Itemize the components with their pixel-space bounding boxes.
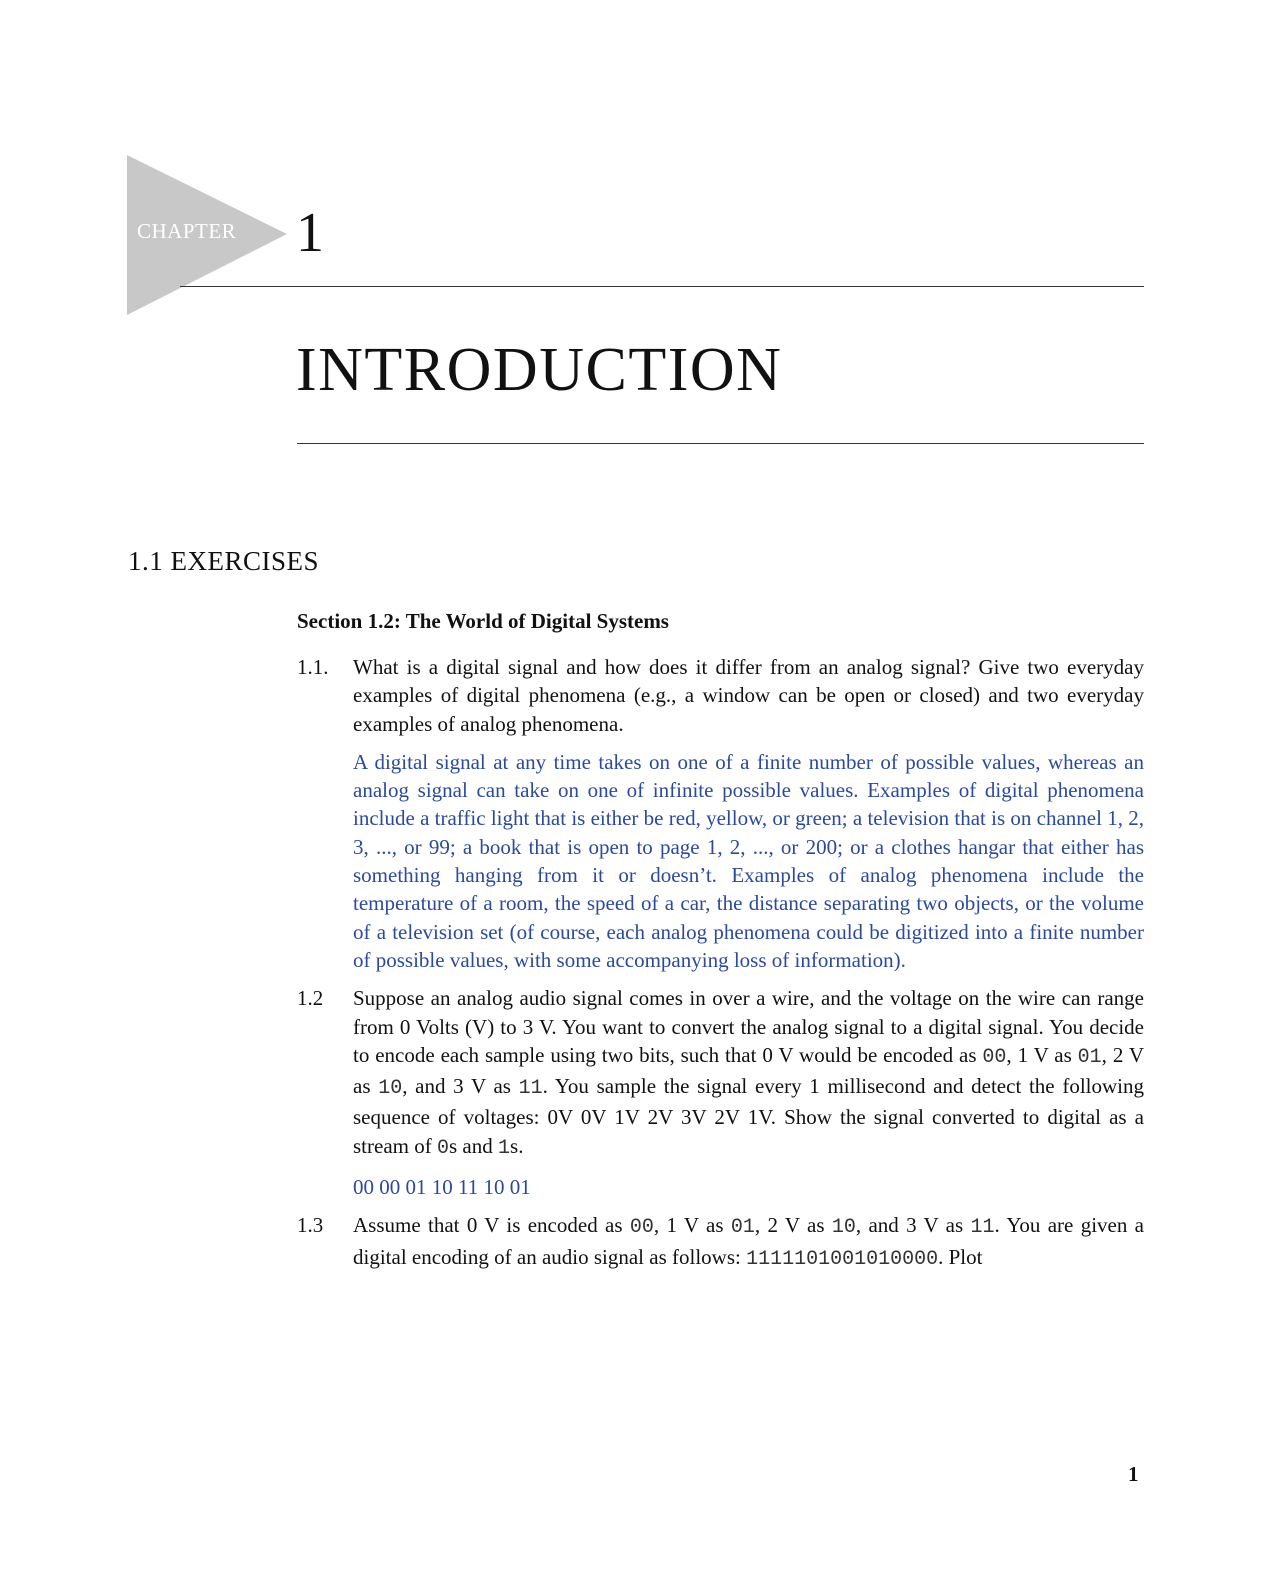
chapter-rule-bottom <box>297 443 1144 444</box>
code-value: 1111101001010000 <box>746 1247 939 1271</box>
code-value: 10 <box>378 1077 403 1101</box>
exercise-question: What is a digital signal and how does it differ from an analog signal? Give two everyday examples of digital phenomena (e.g., a window can be open or closed) and two everyday examples of analog phenomena. <box>353 655 1144 736</box>
question-text: , and 3 V as <box>855 1213 971 1238</box>
code-value: 10 <box>831 1216 856 1240</box>
code-value: 0 <box>436 1136 449 1160</box>
question-text: , 2 V as <box>353 1042 1144 1099</box>
code-value: 00 <box>982 1045 1007 1069</box>
exercise-answer: 00 00 01 10 11 10 01 <box>353 1175 531 1200</box>
question-text: s and <box>449 1133 498 1158</box>
section-heading: 1.1 EXERCISES <box>128 546 320 576</box>
exercise-question <box>353 1211 1144 1274</box>
question-text: , 1 V as <box>1006 1042 1078 1067</box>
exercise-number: 1.1. <box>297 655 329 679</box>
exercise-1-1 <box>297 653 1144 974</box>
chapter-rule-top <box>180 286 1144 287</box>
question-text: . You sample the signal every 1 millisecond and detect the following sequence of voltages: 0V 0V 1V 2V 3V 2V 1V. Show the signal converted to digital as a stream of <box>353 1074 1144 1158</box>
exercise-answer: A digital signal at any time takes on one of a finite number of possible values, whereas an analog signal can take on one of infinite possible values. Examples of digital phenomena include a traffic light that is either be red, yellow, or green; a television that is on channel 1, 2, 3, ..., or 99; a book that is open to page 1, 2, ..., or 200; or a clothes hangar that either has something hanging from it or doesn’t. Examples of analog phenomena include the temperature of a room, the speed of a car, the distance separating two objects, or the volume of a television set (of course, each analog phenomena could be digitized into a finite number of possible values, with some accompanying loss of information). <box>353 749 1144 972</box>
code-value: 11 <box>518 1077 543 1101</box>
code-value: 00 <box>629 1216 654 1240</box>
exercise-list <box>297 653 1144 1284</box>
question-text: Assume that 0 V is encoded as <box>353 1213 630 1238</box>
exercise-number: 1.2 <box>297 986 324 1011</box>
exercise-1-2 <box>297 984 1144 1201</box>
question-text: . Plot <box>938 1244 983 1269</box>
question-text: . You are given a digital encoding of an audio signal as follows: <box>353 1213 1145 1269</box>
subsection-heading: Section 1.2: The World of Digital Systems <box>297 609 669 633</box>
exercise-question <box>353 984 1144 1163</box>
question-text: s. <box>510 1133 524 1158</box>
question-text: , 2 V as <box>754 1213 832 1238</box>
code-value: 01 <box>1077 1045 1102 1069</box>
code-value: 1 <box>498 1136 511 1160</box>
question-text: , and 3 V as <box>402 1074 519 1099</box>
question-text: , 1 V as <box>653 1213 731 1238</box>
code-value: 01 <box>730 1216 755 1240</box>
chapter-number: 1 <box>296 202 324 264</box>
chapter-label: CHAPTER <box>137 219 237 243</box>
page-number: 1 <box>1128 1462 1139 1486</box>
exercise-number: 1.3 <box>297 1213 324 1238</box>
chapter-title: INTRODUCTION <box>296 336 783 404</box>
exercise-1-3 <box>297 1211 1144 1274</box>
question-text: Suppose an analog audio signal comes in over a wire, and the voltage on the wire can range from 0 Volts (V) to 3 V. You want to convert the analog signal to a digital signal. You decide to encode each sample using two bits, such that 0 V would be encoded as <box>353 986 1144 1067</box>
code-value: 11 <box>970 1216 995 1240</box>
